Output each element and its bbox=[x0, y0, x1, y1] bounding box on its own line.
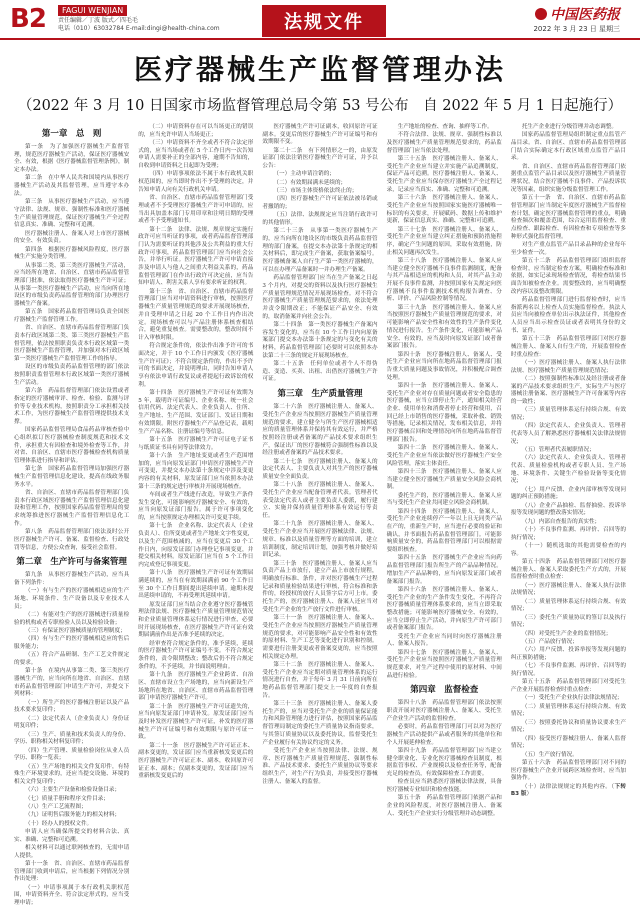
paragraph-text: 第三十五条 医疗器械注册人、备案人、受托生产企业应当建立并实施产品追溯制度，保证产品可追溯。医疗器械注册人、备案人、受托生产企业应当保存医疗器械生产全过程记录，记录应当真实、准确、完整和可追溯。 bbox=[386, 156, 502, 193]
article-paragraph bbox=[14, 652, 129, 667]
article-paragraph bbox=[511, 124, 626, 132]
paragraph-text: 生产地址的检查、查询、抽样等工作。 bbox=[397, 124, 493, 130]
paragraph-text: （二）按照强制性标准以及经注册或者备案的产品技术要求组织生产，实际生产与医疗器械注册备案、医疗器械生产许可备案等内容的一致性； bbox=[510, 375, 627, 405]
article-paragraph bbox=[138, 437, 253, 452]
article-paragraph bbox=[14, 748, 129, 763]
paragraph-text: 第四十二条 医疗器械注册人、备案人、受托生产企业应当依法做好医疗器械生产安全风险管理，落实主体责任。 bbox=[386, 445, 502, 467]
article-paragraph bbox=[14, 716, 129, 731]
paragraph-text: 第二十二条 有下列情形之一的，由原发证部门依法注销医疗器械生产许可证，并予以公告： bbox=[262, 147, 378, 170]
paragraph-text: 第四十四条 医疗器械注册人、备案人、受托生产企业连续停产一年以上且无同类产品在产的，重新生产时，应当进行必要的验证和确认，并书面报告药品监督管理部门。可能影响质量安全的，药品监督管理部门可以根据需要组织核查。 bbox=[386, 508, 502, 554]
paragraph-text: 第十条 在境内从事第二类、第三类医疗器械生产的，应当向所在地省、自治区、直辖市药品监督管理部门申请生产许可，并提交下列材料： bbox=[14, 668, 130, 698]
article-paragraph bbox=[14, 700, 129, 715]
paragraph-text: 第五条 国家药品监督管理局负责全国医疗器械生产监督管理工作。 bbox=[14, 309, 130, 324]
article-paragraph bbox=[14, 175, 129, 198]
paragraph-text: （一）医疗器械注册人、备案人执行法律法规、医疗器械生产质量管理规范情况； bbox=[510, 359, 627, 374]
article-paragraph bbox=[14, 764, 129, 787]
article-paragraph bbox=[511, 447, 626, 455]
article-paragraph bbox=[14, 668, 129, 699]
paragraph-text: 相关材料可以通过联网核查的，无需申请人提供。 bbox=[14, 844, 130, 859]
article-paragraph bbox=[14, 588, 129, 611]
paragraph-text: 从事第二类、第三类医疗器械生产活动，应当经所在地省、自治区、直辖市药品监督管理部门批准，依法取得医疗器械生产许可证；从事第一类医疗器械生产活动，应当向所在地设区的市级负责药品监督管理的部门办理医疗器械生产备案。 bbox=[14, 262, 130, 308]
article-paragraph bbox=[387, 352, 502, 383]
article-paragraph bbox=[387, 195, 502, 226]
article-paragraph bbox=[511, 164, 626, 195]
paragraph-text: （二）质量管理体系运行持续合规、有效情况； bbox=[510, 703, 627, 718]
article-paragraph bbox=[14, 885, 129, 908]
text-column bbox=[14, 124, 130, 906]
article-paragraph bbox=[511, 752, 626, 760]
paragraph-text: （五）符合产品研制、生产工艺文件规定的要求。 bbox=[14, 652, 130, 666]
paragraph-text: （九）证明售后服务能力的相关材料； bbox=[25, 812, 121, 819]
article-paragraph bbox=[511, 695, 626, 703]
article-paragraph bbox=[387, 748, 502, 779]
article-paragraph bbox=[511, 132, 626, 163]
paragraph-text: 第八条 药品监督管理部门依法及时公开医疗器械生产许可、备案、监督检查、行政处罚等信息，方便公众查询，接受社会监督。 bbox=[14, 529, 130, 551]
paragraph-text: （一）医疗器械注册人、备案人执行法律法规情况； bbox=[510, 582, 627, 597]
article-paragraph bbox=[138, 570, 253, 601]
paragraph-text: 第四十一条 医疗器械注册人、备案人、受托生产企业对存在质量问题或者安全隐患的医疗器械，应当立即停止生产，通知相关经营企业、使用单位和消费者停止经营和使用，召回已经上市销售的医疗器械，采取补救、销毁等措施，记录相关情况，发布相关信息，并将医疗器械召回和处理情况向所在地药品监督管理部门报告。 bbox=[386, 382, 502, 443]
paragraph-text: （一）有与生产的医疗器械相适应的生产场地、环境条件、生产设备以及专业技术人员； bbox=[14, 588, 130, 610]
article-paragraph bbox=[14, 364, 129, 387]
article-paragraph bbox=[387, 795, 502, 818]
paragraph-text: 第三条 从事医疗器械生产活动，应当遵守法律、法规、规章、强制性标准和医疗器械生产质量管理规范，保证医疗器械生产全过程信息真实、准确、完整和可追溯。 bbox=[14, 199, 130, 229]
paragraph-text: 第五十条 药品监督管理部门依据产品和企业的风险程度，对医疗器械注册人、备案人、受托生产企业实行分级管理并动态调整。 bbox=[386, 795, 502, 817]
issue-date: 2022 年 3 月 23 日 星期三 bbox=[533, 25, 620, 33]
article-paragraph bbox=[14, 812, 129, 820]
article-paragraph bbox=[387, 445, 502, 468]
paragraph-text: （六）法定代表人、企业负责人、管理者代表、质量检验机构或者专职人员、生产场地、环境条件、关键生产检验设备等变化情况； bbox=[510, 455, 627, 485]
article-paragraph bbox=[262, 482, 377, 521]
paragraph-text: 第五十四条 药品监督管理部门对医疗器械注册人、备案人采取委托生产方式的，开展监督检查时重点检查： bbox=[510, 558, 627, 581]
article-paragraph bbox=[138, 195, 253, 226]
paragraph-text: 省、自治区、直辖市药品监督管理部门负责本行政区域第二类、第三类医疗器械生产监督管理，依法按照职责负责本行政区域第一类医疗器械生产监督管理，并加强对本行政区域第一类医疗器械生产监督管理工作的指导。 bbox=[14, 325, 130, 363]
paragraph-text: 第十二条 法律、法规、规章规定实施行政许可应当听证的事项，或者药品监督管理部门认为需要听证的其他涉及公共利益的重大行政许可事项，药品监督管理部门应当向社会公告，并举行听证。医疗器械生产许可申请直接涉及申请人与他人之间重大利益关系的，药品监督管理部门在作出行政许可决定前，应当告知申请人、利害关系人享有要求听证的权利。 bbox=[138, 226, 254, 287]
article-paragraph bbox=[511, 736, 626, 751]
article-paragraph bbox=[14, 144, 129, 175]
article-paragraph bbox=[387, 779, 502, 794]
chapter-heading: 第一章 总 则 bbox=[41, 129, 102, 139]
article-paragraph bbox=[14, 231, 129, 246]
paragraph-text: （七）用户反馈、企业内部审核等发现问题的纠正预防措施； bbox=[510, 486, 627, 501]
article-paragraph bbox=[511, 195, 626, 241]
article-paragraph bbox=[387, 587, 502, 633]
page-number: B2 bbox=[10, 4, 46, 34]
paragraph-text: 第二十五条 任何单位或者个人不得伪造、变造、买卖、出租、出借医疗器械生产许可证。 bbox=[262, 361, 378, 383]
chapter-heading: 第二章 生产许可与备案管理 bbox=[16, 557, 127, 568]
article-paragraph bbox=[387, 724, 502, 747]
paragraph-text: 符合规定条件的，依法作出准予许可的书面决定，并于 10 个工作日内颁发《医疗器械生产许可证》；不符合规定条件的，作出不予许可的书面决定，并说明理由，同时告知申请人享有依法申请行政复议或者提起行政诉讼的权利。 bbox=[138, 343, 254, 388]
article-paragraph bbox=[14, 466, 129, 489]
paragraph-text: （六）用户反馈、投诉举报等发现问题的纠正预防措施； bbox=[510, 647, 627, 661]
article-paragraph bbox=[14, 845, 129, 860]
article-paragraph bbox=[511, 720, 626, 735]
paragraph-text: 车间或者生产线进行改造，导致生产条件发生变化，可能影响医疗器械安全、有效的，应当向原发证部门报告。属于许可事项变化的，应当按照规定办理相关许可变更手续。 bbox=[138, 491, 254, 522]
article-paragraph bbox=[14, 612, 129, 627]
paragraph-text: （二）有能对生产的医疗器械进行质量检验的机构或者专职检验人员以及检验设备； bbox=[14, 611, 130, 626]
article-paragraph bbox=[138, 641, 253, 672]
paragraph-text: 省、自治区、直辖市药品监督管理部门依据重点监管产品目录以及医疗器械生产质量管理状况，结合医疗器械不良事件、产品投诉状况等因素，组织实施分级监督管理工作。 bbox=[510, 163, 627, 193]
paragraph-text: 第四十九条 药品监督管理部门应当建立健全职业化、专业化医疗器械检查员制度，根据监管事权、产业规模以及检查任务等，配备充足的检查员，有效保障检查工作需要。 bbox=[386, 747, 502, 777]
article-paragraph bbox=[387, 132, 502, 155]
paragraph-text: 第二十四条 第一类医疗器械生产备案内容发生变化的，应当在 10 个工作日内向原备案部门提交本办法第十条规定的与变化有关的材料，药品监督管理部门必要时可以依照本办法第二十三条的规定开展现场核查。 bbox=[262, 321, 378, 359]
article-paragraph bbox=[14, 787, 129, 795]
paragraph-text: （四）医疗器械生产许可证依法被吊销或者撤销的； bbox=[262, 196, 378, 210]
paragraph-text: 第一条 为了加强医疗器械生产监督管理，规范医疗器械生产活动，保证医疗器械安全、有效，根据《医疗器械监督管理条例》，制定本办法。 bbox=[14, 144, 130, 174]
article-body bbox=[14, 124, 627, 906]
article-paragraph bbox=[14, 388, 129, 427]
article-paragraph bbox=[14, 263, 129, 309]
paragraph-text: （二）申请资料存在可以当场更正的错误的，应当允许申请人当场更正； bbox=[138, 124, 254, 138]
paragraph-text: 第三十九条 医疗器械注册人、备案人应当按照医疗器械生产质量管理规范的要求，对可能影响产品安全性和有效性的生产条件变化情况进行报告。生产条件变化，可能影响产品安全、有效的，应当及时向原发证部门或者备案部门报告。 bbox=[386, 304, 502, 350]
article-paragraph bbox=[14, 636, 129, 651]
paragraph-text: （十）法律法规规定的其他内容。（ bbox=[521, 783, 615, 790]
paragraph-text: 第二十条 医疗器械生产许可证遗失的，应当向原发证部门申请补发。原发证部门应当及时补发医疗器械生产许可证，补发的医疗器械生产许可证编号和有效期限与原许可证一致。 bbox=[138, 703, 254, 741]
article-paragraph bbox=[511, 583, 626, 598]
article-paragraph bbox=[138, 171, 253, 194]
article-paragraph bbox=[387, 700, 502, 723]
paragraph-text: （一）所生产的医疗器械注册证以及产品技术要求复印件； bbox=[14, 699, 130, 714]
paragraph-text: （四）接受医疗器械注册人、备案人监督情况； bbox=[510, 735, 627, 750]
paragraph-text: 经审查符合规定条件的，准予延续，延续的医疗器械生产许可证编号不变。不符合规定条件的，责令限期整改；整改后仍不符合规定条件的，不予延续，并书面说明理由。 bbox=[138, 640, 254, 670]
article-paragraph bbox=[511, 639, 626, 647]
paragraph-text: 第二十九条 医疗器械注册人、备案人、受托生产企业应当开展医疗器械法律、法规、规章、标准以及质量管理等方面的培训，建立培训制度，制定培训计划，加强考核并做好培训记录。 bbox=[262, 521, 378, 559]
paragraph-text: （五）生产放行情况。 bbox=[521, 751, 578, 758]
article-paragraph bbox=[138, 523, 253, 569]
article-paragraph bbox=[14, 804, 129, 812]
paragraph-text: 第五十五条 药品监督管理部门对受托生产企业开展监督检查时重点检查： bbox=[510, 679, 627, 693]
article-paragraph bbox=[262, 322, 377, 361]
text-column bbox=[262, 124, 377, 894]
article-paragraph bbox=[138, 672, 253, 703]
continued-note: 下转 B3 版 bbox=[510, 783, 627, 798]
paragraph-text: 申请人应当确保所提交的材料合法、真实、准确、完整和可追溯。 bbox=[14, 828, 130, 843]
article-title: 医疗器械生产监督管理办法 bbox=[133, 53, 506, 86]
article-paragraph bbox=[511, 423, 626, 446]
paragraph-text: （三）生产、质量和技术负责人的身份、学历、职称相关材料复印件； bbox=[14, 731, 130, 746]
paragraph-text: 第三十三条 医疗器械注册人、备案人委托生产的，应当对受托生产企业的质量保证能力和风险管理能力进行评估，按照国家药品监督管理局制定的委托生产质量协议指南要求，与其签订质量协议以及委托协议，监督受托生产企业履行有关协议约定的义务。 bbox=[262, 701, 378, 746]
article-paragraph bbox=[138, 390, 253, 436]
article-paragraph bbox=[262, 275, 377, 321]
paragraph-text: 医疗器械生产许可证副本，收回原许可证副本。变更后的医疗器械生产许可证编号和有效期限不变。 bbox=[262, 124, 378, 146]
paragraph-text: 药品监督管理部门应当在生产备案之日起 3 个月内，对提交的资料以及执行医疗器械生产质量管理规范情况开展现场检查。对不符合医疗器械生产质量管理规范要求的，依法处理并责令限期改正；不能保证产品安全、有效的，取消备案并向社会公告。 bbox=[262, 275, 378, 320]
paragraph-text: 第五十一条 省、自治区、直辖市药品监督管理部门应当制定年度医疗器械生产监督检查计划，确定医疗器械监督管理的重点，明确检查频次和覆盖范围，综合运用监督检查、重点检查、跟踪检查、有因检查和专项检查等多种形式强化监督管理。 bbox=[510, 195, 627, 240]
article-paragraph bbox=[511, 503, 626, 518]
paragraph-text: 第十一条 省、自治区、直辖市药品监督管理部门收到申请后，应当根据下列情况分别作出处理： bbox=[14, 860, 130, 883]
paragraph-text: （二）法定代表人（企业负责人）身份证明复印件； bbox=[14, 715, 130, 730]
chapter-heading: 第四章 监督检查 bbox=[410, 685, 479, 696]
paragraph-text: （七）不良事件监测、再评价、召回等的执行情况。 bbox=[510, 663, 627, 677]
paragraph-text: （一）主动申请注销的； bbox=[273, 171, 335, 178]
article-paragraph bbox=[511, 242, 626, 257]
paragraph-text: 第四十条 医疗器械注册人、备案人、受托生产企业应当向所在地药品监督管理部门报告重大质量问题及事故情况，并积极配合调查处理。 bbox=[386, 351, 502, 381]
paragraph-text: （六）主要生产设备和检验设备目录； bbox=[25, 787, 121, 794]
paragraph-text: 第七条 国家药品监督管理局加强医疗器械生产监督管理信息化建设，提高在线政务服务水平。 bbox=[14, 466, 130, 488]
article-paragraph bbox=[138, 602, 253, 641]
paragraph-text: （十）经办人的授权文件。 bbox=[25, 820, 93, 827]
article-paragraph bbox=[138, 124, 253, 139]
paragraph-text: （一）受托生产企业执行法律法规情况； bbox=[521, 695, 623, 702]
article-paragraph bbox=[14, 821, 129, 829]
article-paragraph bbox=[262, 404, 377, 458]
article-paragraph bbox=[262, 212, 377, 227]
paper-logo bbox=[535, 4, 620, 24]
paragraph-text: 对生产重点监管产品目录品种的企业每年至少检查一次。 bbox=[510, 241, 627, 256]
paragraph-text: 第二条 在中华人民共和国境内从事医疗器械生产活动及其监督管理，应当遵守本办法。 bbox=[14, 175, 130, 197]
paragraph-text: 第十三条 省、自治区、直辖市药品监督管理部门应当对申请资料进行审核，按照医疗器械生产质量管理规范的要求开展现场核查，并自受理申请之日起 20 个工作日内作出决定。现场核查可以与产品注册体系核查相结合，避免重复核查。需要整改的，整改时间不计入审核时限。 bbox=[138, 288, 254, 341]
paragraph-text: 第十六条 生产地址变更或者生产范围增加的，应当向原发证部门申请医疗器械生产许可变更，并提交本办法第十条规定中涉及变更内容的有关材料，原发证部门应当依照本办法第十三条的规定进行审核并开展现场核查。 bbox=[138, 452, 254, 490]
page-label: FAGUI WENJIAN bbox=[58, 5, 127, 16]
article-paragraph bbox=[262, 188, 377, 196]
paragraph-text: 第二十七条 医疗器械注册人、备案人的法定代表人、主要负责人对其生产的医疗器械质量安全全面负责。 bbox=[262, 458, 378, 481]
paragraph-text: 第四十八条 药品监督管理部门依法按照职责开展对医疗器械注册人、备案人、受托生产企业生产活动的监督检查。 bbox=[386, 700, 502, 722]
paragraph-text: （三）申请资料不齐全或者不符合法定形式的，应当当场或者在 5 个工作日内一次告知申请人需要补正的全部内容，逾期不告知的，自收到申请资料之日起即为受理； bbox=[138, 140, 254, 170]
article-paragraph bbox=[511, 258, 626, 297]
paragraph-text: （三）按照委托协议和质量协议要求生产情况； bbox=[510, 719, 627, 734]
article-paragraph bbox=[511, 376, 626, 407]
paper-name: 中国医药报 bbox=[550, 7, 620, 23]
article-paragraph bbox=[262, 180, 377, 188]
paragraph-text: 第四条 根据医疗器械风险程度，医疗器械生产实施分类管理。 bbox=[14, 246, 130, 261]
paragraph-text: （二）质量管理体系运行持续合规、有效情况； bbox=[510, 598, 627, 613]
paragraph-text: 第十九条 医疗器械生产企业跨省、自治区、直辖市设立生产场地的，应当向新设生产场地所在地省、自治区、直辖市药品监督管理部门申请医疗器械生产许可。 bbox=[138, 672, 254, 702]
article-paragraph bbox=[138, 140, 253, 171]
article-paragraph bbox=[511, 543, 626, 558]
paragraph-text: 必要时，药品监督管理部门可以对为医疗器械生产活动提供产品或者服务的其他单位和个人开展延伸检查。 bbox=[386, 724, 502, 746]
paragraph-text: （十一）随机选取的其他需要检查的内容。 bbox=[510, 542, 627, 557]
paragraph-text: 检查员应当熟悉医疗器械法律法规，具备医疗器械专业知识和检查技能。 bbox=[386, 779, 502, 793]
article-paragraph bbox=[262, 748, 377, 787]
article-paragraph bbox=[138, 453, 253, 492]
article-paragraph bbox=[14, 199, 129, 230]
text-column bbox=[511, 124, 626, 894]
article-paragraph bbox=[14, 829, 129, 844]
article-paragraph bbox=[511, 455, 626, 486]
article-paragraph bbox=[262, 459, 377, 482]
article-paragraph bbox=[14, 325, 129, 364]
article-paragraph bbox=[14, 490, 129, 529]
article-paragraph bbox=[511, 336, 626, 359]
article-paragraph bbox=[511, 679, 626, 694]
paragraph-text: 第十四条 医疗器械生产许可证有效期为 5 年，载明许可证编号、企业名称、统一社会信用代码、法定代表人、企业负责人、住所、生产地址、生产范围、发证部门、发证日期和有效期限。附医疗器械生产产品登记表，载明生产产品名称、注册证编号等信息。 bbox=[138, 390, 254, 435]
paragraph-text: 第五十六条 药品监督管理部门对不同的医疗器械生产企业开展跨区域检查时，应当加强协作。 bbox=[510, 759, 627, 782]
paragraph-text: 第四十六条 医疗器械注册人、备案人、受托生产企业的生产条件发生变化，不再符合医疗器械质量管理体系要求的，应当立即采取整改措施；可能影响医疗器械安全、有效的，应当立即停止生产活动，并向原生产许可部门或者备案部门报告。 bbox=[386, 586, 502, 632]
paragraph-text: （二）有效期届满未延续的； bbox=[273, 179, 347, 186]
staff-info bbox=[58, 17, 220, 33]
article-paragraph bbox=[511, 704, 626, 719]
paragraph-text: 国家药品监督管理局组织制定重点监管产品目录。省、自治区、直辖市药品监督管理部门结合实际确定本行政区域重点监管产品目录。 bbox=[510, 132, 627, 162]
paragraph-text: （四）法定代表人、企业负责人、管理者代表等人员了解熟悉医疗器械相关法律法规情况； bbox=[510, 423, 627, 445]
paragraph-text: 第二十三条 从事第一类医疗器械生产的，应当向所在地设区的市级负责药品监督管理的部门备案，在提交本办法第十条规定的相关材料后，即完成生产备案，获取备案编号。医疗器械备案人自行生产第一类医疗器械的，可以在办理产品备案时一并办理生产备案。 bbox=[262, 228, 378, 273]
paragraph-text: （五）生产场地的相关文件复印件，有特殊生产环境要求的，还应当提交设施、环境的相关文件复印件； bbox=[14, 763, 130, 786]
article-paragraph bbox=[138, 704, 253, 743]
article-paragraph bbox=[511, 760, 626, 783]
paragraph-text: 医疗器械注册人、备案人对上市医疗器械的安全、有效负责。 bbox=[14, 230, 130, 245]
paragraph-text: （三）有保证医疗器械质量的管理制度； bbox=[25, 627, 126, 634]
article-paragraph bbox=[511, 631, 626, 639]
paragraph-text: 第十五条 医疗器械生产许可证电子证书与纸质证书具有同等法律效力。 bbox=[138, 436, 254, 451]
paragraph-text: （九）内部自查报告的真实性； bbox=[521, 518, 601, 525]
paragraph-text: 第二十八条 医疗器械注册人、备案人、受托生产企业应当配备管理者代表。管理者代表受法定代表人或者主要负责人委派，履行建立、实施并保持质量管理体系有效运行等责任。 bbox=[262, 482, 378, 520]
article-paragraph bbox=[14, 796, 129, 804]
article-paragraph bbox=[262, 124, 377, 147]
paragraph-text: （五）法律、法规规定应当注销行政许可的其他情形。 bbox=[262, 212, 378, 226]
article-paragraph bbox=[138, 743, 253, 782]
paragraph-text: 第二十六条 医疗器械注册人、备案人、受托生产企业应当按照医疗器械生产质量管理规范的要求，建立健全与所生产医疗器械相适应的质量管理体系并保持其有效运行，并严格按照经注册或者备案的产品技术要求组织生产，保证出厂的医疗器械符合强制性标准以及经注册或者备案的产品技术要求。 bbox=[262, 404, 378, 457]
section-name: 法规文件 bbox=[262, 5, 386, 37]
article-paragraph bbox=[138, 227, 253, 289]
article-paragraph bbox=[262, 361, 377, 384]
article-paragraph bbox=[262, 662, 377, 701]
article-paragraph bbox=[387, 634, 502, 649]
paragraph-text: 第五十三条 药品监督管理部门对医疗器械注册人、备案人自行生产的，开展监督检查时重点检查： bbox=[510, 336, 627, 358]
article-paragraph bbox=[511, 559, 626, 582]
paragraph-text: 省、自治区、直辖市药品监督管理部门受理或者不予受理医疗器械生产许可申请的，应当出具加盖本部门专用印章和注明日期的受理或者不予受理通知书。 bbox=[138, 195, 254, 225]
article-paragraph bbox=[262, 521, 377, 560]
article-paragraph: （十）法律法规规定的其他内容。（下转 B3 版） bbox=[510, 783, 627, 798]
paragraph-text: （三）质量管理体系运行持续合规、有效情况； bbox=[510, 407, 627, 421]
paragraph-text: （十）不良事件监测、再评价、召回等的执行情况； bbox=[510, 526, 627, 541]
article-paragraph bbox=[262, 701, 377, 747]
paragraph-text: （三）委托生产质量协议的签订以及执行情况； bbox=[510, 614, 627, 629]
article-paragraph bbox=[14, 309, 129, 324]
paragraph-text: 第三十七条 医疗器械注册人、备案人、受托生产企业应当建立纠正措施和预防措施程序，确定产生问题的原因，采取有效措施，防止相关问题再次发生。 bbox=[386, 226, 502, 256]
article-paragraph bbox=[138, 492, 253, 523]
paragraph-text: 国家药品监督管理局食品药品审核查验中心组织拟订医疗器械检查制度规范和技术文件，承担重大有因检查和境外检查等工作，并对省、自治区、直辖市医疗器械检查机构质量管理体系进行指导和评估。 bbox=[14, 427, 130, 465]
paragraph-text: （八）生产工艺流程图； bbox=[25, 803, 87, 810]
article-paragraph bbox=[387, 258, 502, 304]
paragraph-text: （五）产品放行情况； bbox=[521, 638, 578, 645]
paragraph-text: （八）企业产品抽检、监督抽验、投诉举报等发现问题的整改落实情况； bbox=[510, 502, 627, 517]
article-paragraph bbox=[387, 509, 502, 555]
article-paragraph bbox=[14, 628, 129, 636]
article-paragraph bbox=[511, 297, 626, 336]
paragraph-text: 第三十八条 医疗器械注册人、备案人应当建立健全医疗器械不良事件监测制度，配备与其产品相适应的机构和人员，对其产品主动开展不良事件监测，并按照国家有关规定向医疗器械不良事件监测技术机构报告调查、分析、评价、产品风险控制等情况。 bbox=[386, 257, 502, 303]
paragraph-text: 受托生产企业应当按照法律、法规、规章、医疗器械生产质量管理规范、强制性标准、产品技术要求、委托生产质量协议等要求组织生产，对生产行为负责，并接受医疗器械注册人、备案人的监督。 bbox=[262, 747, 378, 785]
article-paragraph bbox=[511, 360, 626, 375]
paragraph-text: 受托生产企业应当同时向医疗器械注册人、备案人报告。 bbox=[386, 633, 502, 648]
paragraph-text: 第十八条 医疗器械生产许可证有效期届满延续的，应当在有效期届满前 90 个工作日至 30 个工作日期间提出延续申请。逾期未提出延续申请的，不再受理其延续申请。 bbox=[138, 570, 254, 600]
article-paragraph bbox=[262, 148, 377, 171]
article-paragraph bbox=[262, 561, 377, 615]
article-paragraph bbox=[387, 469, 502, 492]
paragraph-text: 第四十三条 医疗器械注册人、备案人应当建立健全医疗器械生产质量安全风险会商机制。 bbox=[386, 468, 502, 491]
text-column bbox=[138, 124, 253, 894]
paragraph-text: 第三十条 医疗器械注册人、备案人应当负责产品上市放行，建立产品上市放行规程，明确放行标准、条件，并对医疗器械生产过程记录和质量检验结果进行审核，符合标准和条件的，经授权的放行人员签字后方可上市。委托生产的，医疗器械注册人、备案人还应当对受托生产企业的生产放行文件进行审核。 bbox=[262, 560, 378, 613]
paragraph-text: （四）有与生产的医疗器械相适应的售后服务能力； bbox=[14, 636, 130, 650]
paragraph-text: 第九条 从事医疗器械生产活动，应当具备下列条件： bbox=[14, 572, 130, 586]
article-paragraph bbox=[511, 407, 626, 422]
article-paragraph bbox=[14, 247, 129, 262]
article-paragraph bbox=[262, 228, 377, 274]
paragraph-text: 第四十五条 医疗器械生产企业应当向药品监督管理部门报告所生产的产品品种情况。增加生产产品品种的，应当向原发证部门或者备案部门报告。 bbox=[386, 555, 502, 585]
article-subtitle: （2022 年 3 月 10 日国家市场监督管理总局令第 53 号公布 自 2022 年 5 月 1 日起施行） bbox=[17, 98, 623, 114]
paragraph-text: 第三十二条 医疗器械注册人、备案人、受托生产企业应当定期对质量管理体系的运行情况进行自查，并于每年 3 月 31 日前向所在地药品监督管理部门提交上一年度的自查报告。 bbox=[262, 661, 378, 699]
article-paragraph bbox=[387, 650, 502, 681]
article-paragraph bbox=[511, 487, 626, 502]
paragraph-text: 第六条 药品监督管理部门依法设置或者指定的医疗器械审评、检查、检验、监测与评价等专业技术机构，按照职责分工承担相关技术工作，为医疗器械生产监督管理提供技术支撑。 bbox=[14, 388, 130, 425]
article-paragraph bbox=[511, 599, 626, 614]
paragraph-text: （四）申请事项依法不属于本行政机关职权范围的，应当即时作出不予受理的决定，并告知申请人向有关行政机关申请。 bbox=[138, 171, 254, 193]
paragraph-text: 第四十七条 医疗器械注册人、备案人、受托生产企业应当按照医疗器械生产质量管理规范要求，对生产过程中使用的原材料、中间品进行检验。 bbox=[386, 649, 502, 679]
paragraph-text: 托生产企业进行分级管理并动态调整。 bbox=[521, 124, 617, 130]
article-paragraph bbox=[511, 527, 626, 542]
paragraph-text: 第十七条 企业名称、法定代表人（企业负责人）、住所变更或者生产地址文字性变更，以及生产范围核减的，应当在变更后 30 个工作日内，向原发证部门办理登记事项变更，并提交相关材料。原发证部门应当在 5 个工作日内完成登记事项变更。 bbox=[138, 523, 254, 568]
paragraph-text: （一）申请事项属于本行政机关职权范围，申请资料齐全、符合法定形式的，应当受理申请； bbox=[14, 884, 130, 906]
article-paragraph bbox=[262, 171, 377, 179]
paragraph-text: 委托生产的，医疗器械注册人、备案人应当与受托生产企业共同建立风险会商机制。 bbox=[386, 492, 502, 507]
paragraph-text: （四）对受托生产企业的监督情况； bbox=[521, 630, 612, 637]
paragraph-text: 药品监督管理部门进行监督检查时，应当指派两名以上检查人员实施监督检查。执法人员应当向被检查单位出示执法证件，其他检查人员应当出示检查员证或者表明其身份的文书、证件。 bbox=[510, 297, 627, 334]
paragraph-text: 第五十二条 药品监督管理部门组织监督检查时，应当制定检查方案，明确检查标准和依据，如实记录现场检查情况，将检查结果书面告知被检查企业。需要整改的，应当明确整改内容以及整改期限。 bbox=[510, 257, 627, 295]
article-paragraph bbox=[387, 124, 502, 132]
article-paragraph bbox=[511, 647, 626, 662]
paragraph-text: 原发证部门应当结合企业遵守医疗器械管理法律法规、医疗器械生产质量管理规范情况和企业质量管理体系运行情况进行审查，必要时开展现场核查，在医疗器械生产许可证有效期届满前作出是否准予延续的决定。 bbox=[138, 601, 254, 639]
article-paragraph bbox=[262, 196, 377, 211]
paragraph-text: （五）管理者代表履职情况； bbox=[521, 446, 595, 453]
paragraph-text: 不符合法律、法规、规章、强制性标准以及医疗器械生产质量管理规范要求的，药品监督管理部门应当依法处理。 bbox=[386, 132, 502, 154]
article-paragraph bbox=[14, 529, 129, 552]
article-paragraph bbox=[387, 305, 502, 351]
paragraph-text: 省、自治区、直辖市药品监督管理部门负责本行政区域医疗器械生产监督管理信息化建设和管理工作，按照国家药品监督管理局的要求统筹推进医疗器械生产监督管理信息化工作。 bbox=[14, 490, 130, 527]
staff-line-editor: 责任编辑／丁波 版式／四毛毛 bbox=[58, 17, 138, 24]
paragraph-text: （三）市场主体资格依法终止的； bbox=[273, 188, 358, 194]
article-paragraph bbox=[14, 572, 129, 587]
staff-line-contact: 电话（010）63032784 E-mail:dingi@health-china.com bbox=[58, 25, 220, 32]
article-paragraph bbox=[14, 427, 129, 466]
article-paragraph bbox=[511, 519, 626, 527]
chapter-heading: 第三章 生产质量管理 bbox=[277, 389, 363, 400]
masthead bbox=[0, 0, 640, 40]
paragraph-text: （七）质量手册和程序文件目录； bbox=[25, 795, 109, 802]
paragraph-text: 第三十六条 医疗器械注册人、备案人、受托生产企业应当按照国家实施医疗器械唯一标识的有关要求，开展赋码、数据上传和维护更新，保证信息真实、准确、完整和可追溯。 bbox=[386, 195, 502, 225]
paragraph-text: 第三十一条 医疗器械注册人、备案人、受托生产企业应当按照医疗器械生产质量管理规范的要求，对可能影响产品安全性和有效性的原材料、生产工艺等变化进行识别和控制。需要进行注册变更或者备案变更的，应当按照相关规定办理。 bbox=[262, 615, 378, 660]
paragraph-text: 第二十一条 医疗器械生产许可证正本、副本变更的，发证部门应当重新核发变更后的医疗器械生产许可证正本、副本，收回原许可证正本、副本；仅副本变更的，发证部门应当重新核发变更后的 bbox=[138, 742, 254, 780]
text-column bbox=[387, 124, 502, 894]
article-paragraph bbox=[387, 493, 502, 508]
article-paragraph bbox=[138, 343, 253, 389]
article-paragraph bbox=[14, 861, 129, 884]
seal-icon bbox=[535, 8, 547, 20]
article-paragraph bbox=[387, 227, 502, 258]
article-paragraph bbox=[138, 289, 253, 343]
article-paragraph bbox=[511, 615, 626, 630]
paragraph-text: 设区的市级负责药品监督管理的部门依法按照职责监督管理本行政区域第一类医疗器械生产活动。 bbox=[14, 364, 130, 386]
article-paragraph bbox=[511, 663, 626, 678]
article-paragraph bbox=[262, 615, 377, 661]
article-paragraph bbox=[14, 732, 129, 747]
paragraph-text: （四）生产管理、质量检验岗位从业人员学历、职称一览表； bbox=[14, 747, 130, 762]
article-paragraph bbox=[387, 383, 502, 445]
article-paragraph bbox=[387, 555, 502, 586]
article-paragraph bbox=[387, 156, 502, 195]
